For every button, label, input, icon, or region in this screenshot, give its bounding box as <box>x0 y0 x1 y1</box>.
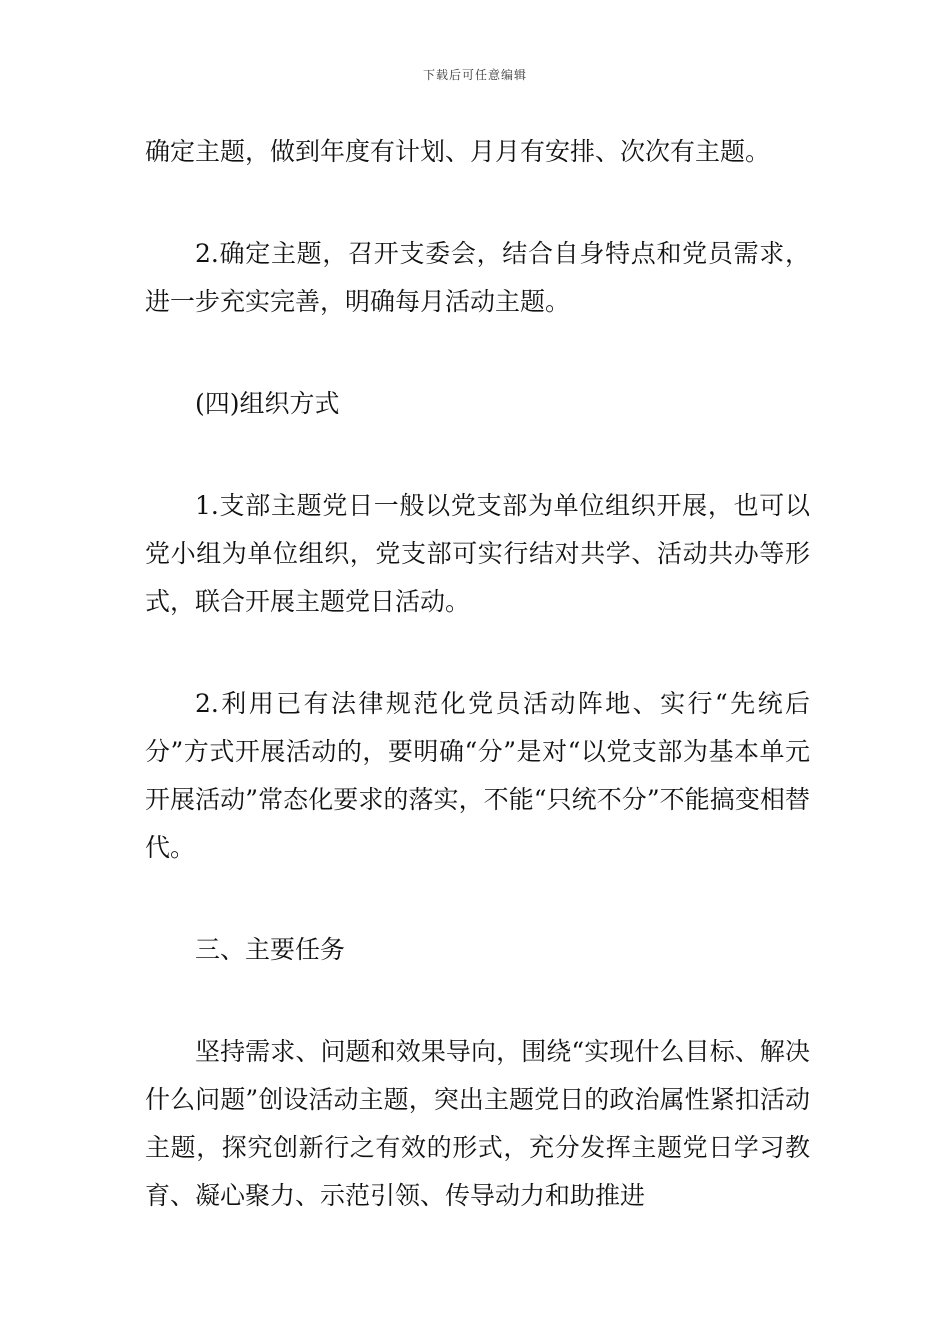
paragraph-5: 坚持需求、问题和效果导向，围绕“实现什么目标、解决什么问题”创设活动主题，突出主题党日的政治属性紧扣活动主题，探究创新行之有效的形式，充分发挥主题党日学习教育、凝心聚力、示范引领、传导动力和助推进 <box>145 1037 810 1210</box>
paragraph-4: 2.利用已有法律规范化党员活动阵地、实行“先统后分”方式开展活动的，要明确“分”是对“以党支部为基本单元开展活动”常态化要求的落实，不能“只统不分”不能搞变相替代。 <box>145 689 810 862</box>
paragraph-1: 确定主题，做到年度有计划、月月有安排、次次有主题。 <box>145 137 771 166</box>
paragraph-2: 2.确定主题，召开支委会，结合自身特点和党员需求，进一步充实完善，明确每月活动主题。 <box>145 239 810 316</box>
document-body <box>145 128 810 1220</box>
header-note: 下载后可任意编辑 <box>422 68 527 82</box>
paragraph-3: 1.支部主题党日一般以党支部为单位组织开展，也可以党小组为单位组织，党支部可实行结对共学、活动共办等形式，联合开展主题党日活动。 <box>145 491 810 616</box>
section-heading-main-tasks: 三、主要任务 <box>195 935 346 964</box>
section-heading-organization: (四)组织方式 <box>195 389 340 418</box>
